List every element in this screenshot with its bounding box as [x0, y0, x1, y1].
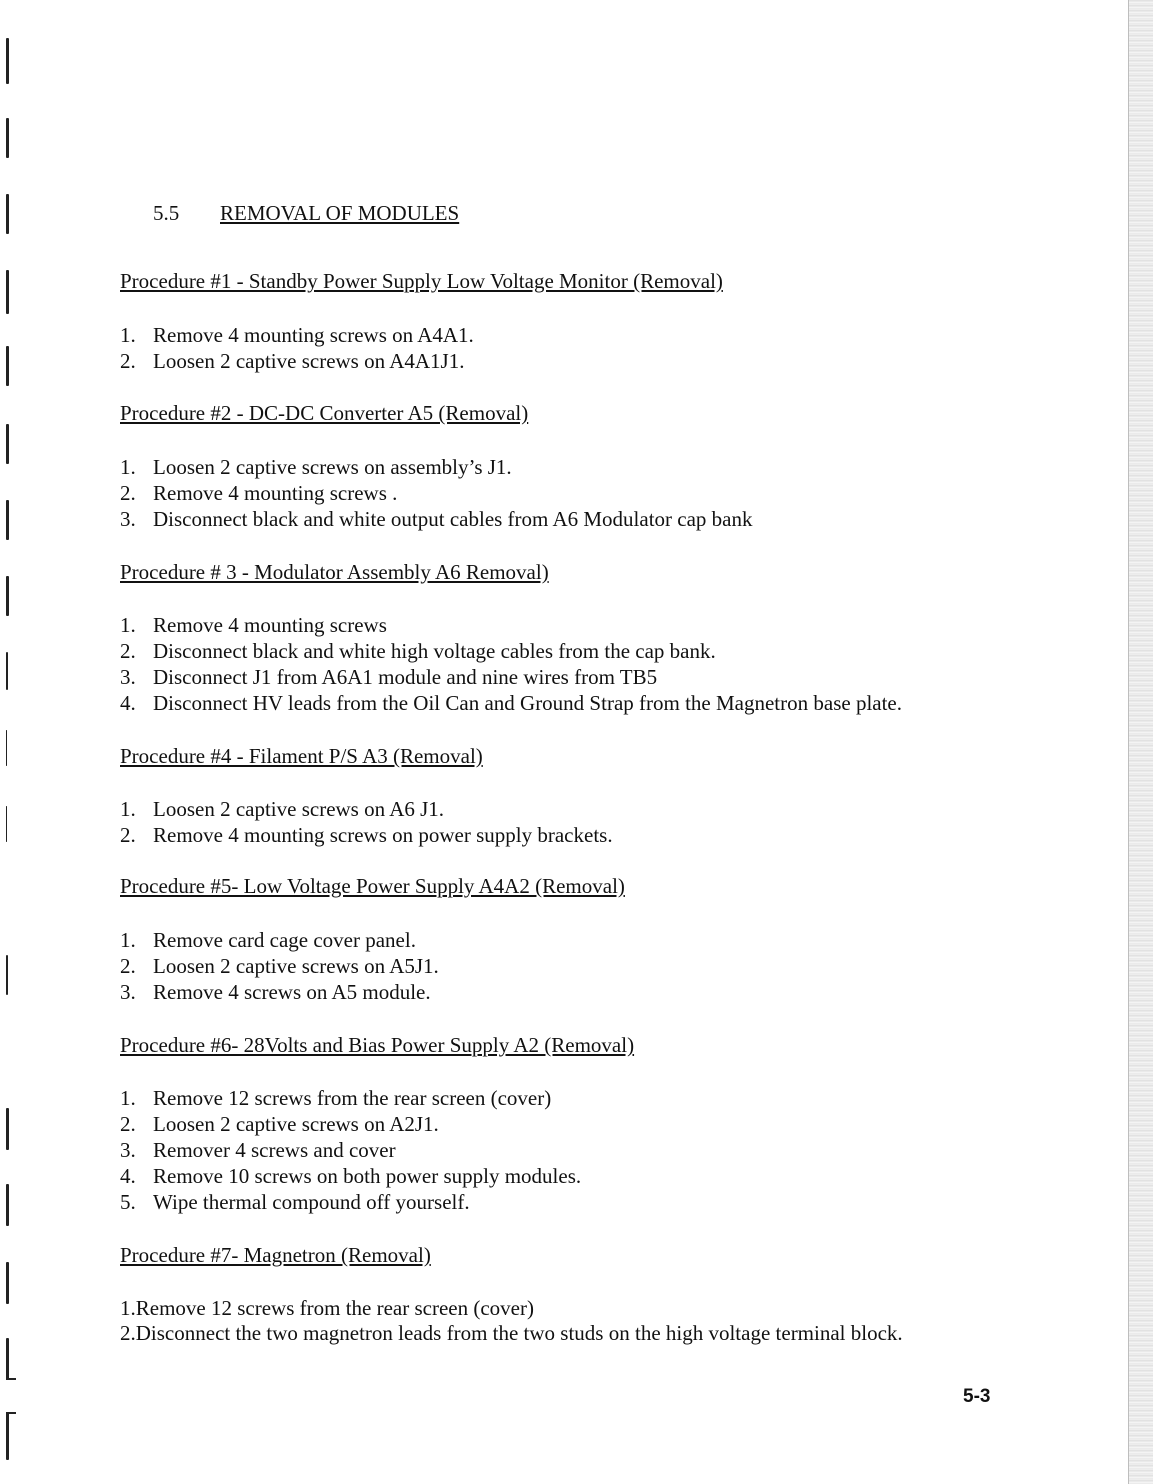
section-number: 5.5 — [153, 201, 180, 225]
binder-mark — [6, 806, 7, 842]
procedure-title: Procedure #2 - DC-DC Converter A5 (Removal) — [120, 401, 529, 425]
binder-mark — [6, 1184, 9, 1226]
binder-mark — [6, 1108, 9, 1150]
binder-mark — [6, 652, 8, 690]
procedure-title: Procedure # 3 - Modulator Assembly A6 Removal) — [120, 560, 549, 584]
procedure-steps — [120, 1085, 581, 1215]
binder-mark — [6, 1262, 9, 1304]
procedure-step: 5. Wipe thermal compound off yourself. — [120, 1190, 470, 1214]
procedure-steps — [120, 796, 613, 848]
procedure-title: Procedure #7- Magnetron (Removal) — [120, 1243, 431, 1267]
procedure-step: 1.Remove 12 screws from the rear screen (cover) — [120, 1296, 534, 1320]
binder-mark — [6, 955, 8, 995]
page-number: 5-3 — [963, 1386, 991, 1407]
procedure-step: 1. Remove 12 screws from the rear screen (cover) — [120, 1086, 552, 1110]
procedure-step: 1. Loosen 2 captive screws on assembly’s J1. — [120, 455, 512, 479]
section-heading — [153, 201, 459, 226]
section-title: REMOVAL OF MODULES — [220, 201, 460, 225]
binder-mark — [6, 424, 9, 464]
binder-mark — [6, 500, 9, 540]
procedure-title: Procedure #6- 28Volts and Bias Power Supply A2 (Removal) — [120, 1033, 635, 1057]
procedure-steps — [120, 454, 753, 532]
procedure-step: 2. Disconnect black and white high voltage cables from the cap bank. — [120, 639, 716, 663]
binder-mark — [6, 730, 7, 766]
procedure-step: 1. Remove card cage cover panel. — [120, 928, 416, 952]
procedure-step: 3. Remove 4 screws on A5 module. — [120, 980, 431, 1004]
procedure-step: 1. Loosen 2 captive screws on A6 J1. — [120, 797, 445, 821]
binder-mark — [6, 1338, 9, 1380]
binder-mark — [6, 346, 9, 386]
procedure-step: 4. Disconnect HV leads from the Oil Can and Ground Strap from the Magnetron base plate. — [120, 691, 903, 715]
procedure-step: 2.Disconnect the two magnetron leads from the two studs on the high voltage terminal block. — [120, 1321, 903, 1345]
procedure-title: Procedure #4 - Filament P/S A3 (Removal) — [120, 744, 483, 768]
binder-mark — [6, 576, 9, 616]
procedure-step: 2. Loosen 2 captive screws on A4A1J1. — [120, 349, 465, 373]
binder-mark — [6, 38, 9, 84]
procedure-title: Procedure #1 - Standby Power Supply Low Voltage Monitor (Removal) — [120, 269, 723, 293]
procedure-steps — [120, 927, 439, 1005]
procedure-steps — [120, 322, 474, 374]
procedure-steps — [120, 1296, 903, 1346]
binder-mark — [6, 118, 9, 158]
binder-mark — [6, 1378, 16, 1380]
procedure-step: 2. Loosen 2 captive screws on A2J1. — [120, 1112, 439, 1136]
procedure-step: 2. Remove 4 mounting screws . — [120, 481, 398, 505]
binder-mark — [6, 194, 9, 234]
binder-mark — [6, 1412, 9, 1460]
procedure-step: 2. Loosen 2 captive screws on A5J1. — [120, 954, 439, 978]
procedure-step: 3. Disconnect black and white output cables from A6 Modulator cap bank — [120, 507, 753, 531]
binder-mark — [6, 1412, 16, 1414]
binder-mark — [6, 270, 9, 314]
procedure-step: 3. Remover 4 screws and cover — [120, 1138, 396, 1162]
procedure-step: 1. Remove 4 mounting screws on A4A1. — [120, 323, 474, 347]
page-edge — [1128, 0, 1153, 1484]
procedure-title: Procedure #5- Low Voltage Power Supply A4A2 (Removal) — [120, 874, 625, 898]
procedure-steps — [120, 612, 902, 716]
procedure-step: 3. Disconnect J1 from A6A1 module and nine wires from TB5 — [120, 665, 658, 689]
procedure-step: 2. Remove 4 mounting screws on power supply brackets. — [120, 823, 613, 847]
procedure-step: 1. Remove 4 mounting screws — [120, 613, 387, 637]
procedure-step: 4. Remove 10 screws on both power supply modules. — [120, 1164, 582, 1188]
